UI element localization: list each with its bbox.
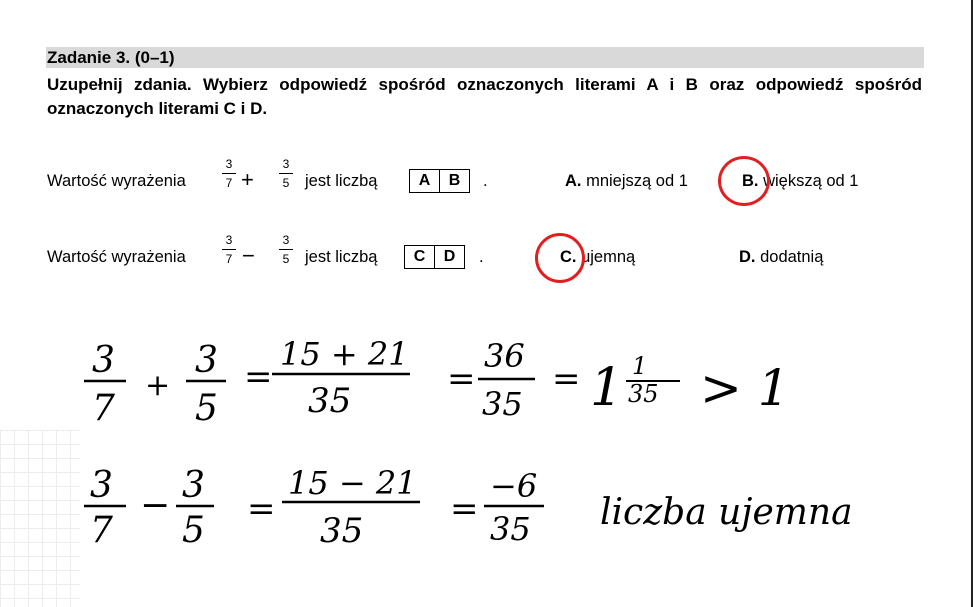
- svg-text:3: 3: [92, 340, 115, 381]
- svg-text:3: 3: [182, 465, 205, 506]
- svg-text:=: =: [450, 489, 479, 529]
- handwritten-line-1: [84, 335, 790, 429]
- svg-text:3: 3: [195, 340, 218, 381]
- option-a: A. mniejszą od 1: [565, 172, 688, 190]
- svg-text:7: 7: [90, 510, 113, 551]
- answer-cell-a: A: [418, 172, 431, 189]
- svg-text:15 + 21: 15 + 21: [280, 335, 409, 373]
- answer-cell-c: C: [413, 248, 426, 265]
- svg-text:36: 36: [484, 337, 525, 375]
- fraction-3-7: 3 7: [222, 233, 236, 266]
- svg-text:> 1: > 1: [700, 359, 790, 417]
- fraction-3-7: 3 7: [222, 157, 236, 190]
- fraction-3-5: 3 5: [279, 233, 293, 266]
- handwritten-line-2: [84, 464, 853, 551]
- svg-text:15 − 21: 15 − 21: [288, 464, 417, 502]
- svg-text:=: =: [244, 357, 273, 397]
- svg-text:35: 35: [308, 381, 352, 421]
- svg-text:+: +: [145, 368, 171, 403]
- svg-text:=: =: [552, 359, 581, 399]
- svg-text:=: =: [247, 489, 276, 529]
- row-lead-text: Wartość wyrażenia: [47, 172, 186, 190]
- answer-cell-b: B: [439, 170, 469, 192]
- option-b: B. większą od 1: [742, 172, 859, 190]
- fraction-3-5: 3 5: [279, 157, 293, 190]
- svg-text:35: 35: [628, 380, 659, 408]
- svg-text:liczba ujemna: liczba ujemna: [600, 492, 853, 533]
- svg-text:35: 35: [482, 385, 523, 423]
- option-c: C. ujemną: [560, 248, 636, 266]
- row-tail-text: jest liczbą: [305, 172, 378, 190]
- task-title: Zadanie 3. (0–1): [47, 48, 175, 67]
- svg-text:=: =: [447, 359, 476, 399]
- plus-operator: +: [241, 167, 254, 192]
- svg-text:3: 3: [90, 465, 113, 506]
- option-d: D. dodatnią: [739, 248, 824, 266]
- minus-operator: −: [242, 243, 255, 268]
- row-tail-text: jest liczbą: [305, 248, 378, 266]
- svg-text:35: 35: [490, 510, 531, 548]
- row-lead-text: Wartość wyrażenia: [47, 248, 186, 266]
- svg-text:−: −: [140, 485, 171, 526]
- svg-text:1: 1: [590, 358, 624, 418]
- svg-text:−6: −6: [490, 467, 538, 505]
- task-instruction: Uzupełnij zdania. Wybierz odpowiedź spośród oznaczonych literami A i B oraz odpowiedź spośród oznaczonych literami C i D.: [47, 75, 922, 118]
- svg-text:7: 7: [92, 388, 115, 429]
- svg-text:35: 35: [320, 511, 364, 551]
- answer-cell-d: D: [434, 246, 464, 268]
- svg-text:1: 1: [632, 352, 648, 380]
- svg-text:5: 5: [182, 510, 205, 551]
- svg-text:5: 5: [195, 388, 218, 429]
